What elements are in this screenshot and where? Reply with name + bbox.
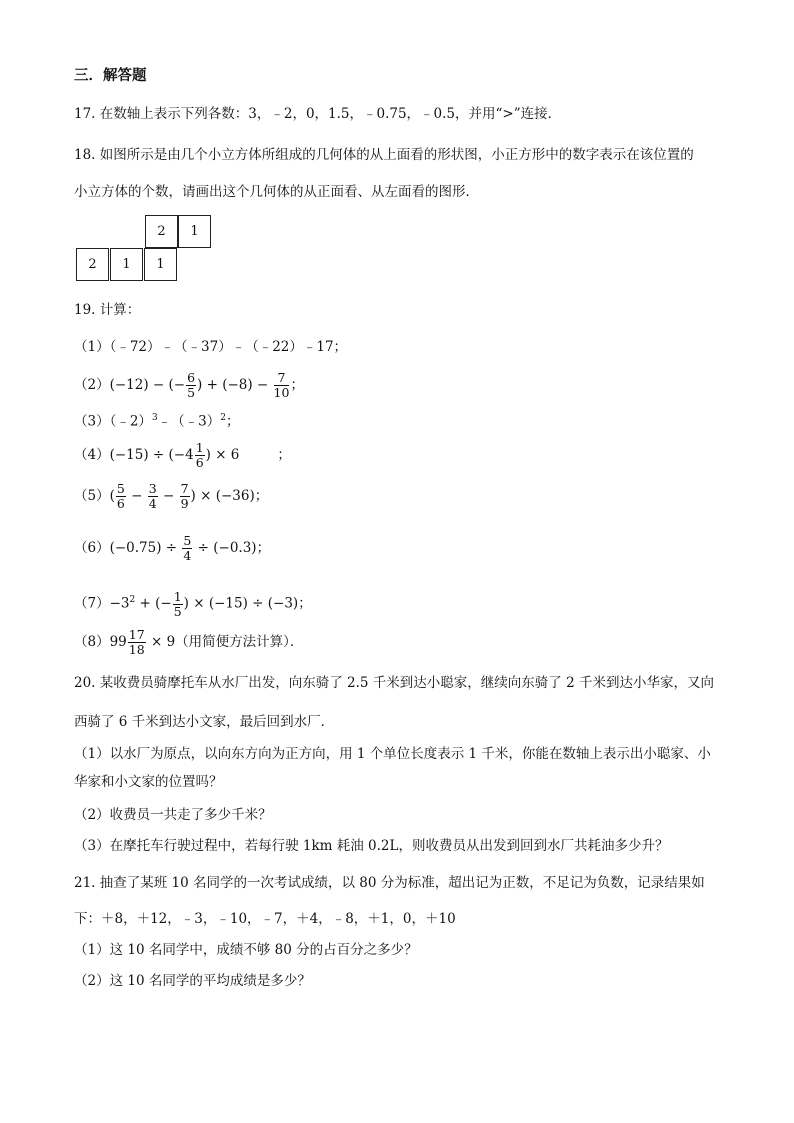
expr-text: ( [109,488,115,504]
expr-text: ÷ (−0.3) [193,540,257,556]
question-19-part3 [74,408,240,432]
question-19-part6 [74,533,270,563]
question-18-line2: 小立方体的个数，请画出这个几何体的从正面看、从左面看的图形． [74,184,479,200]
denominator: 6 [195,455,204,470]
question-19-part7 [74,585,312,619]
grid-cell: 1 [110,248,143,281]
fraction [182,534,192,563]
denominator: 10 [273,385,290,400]
part-label: （7） [74,595,110,612]
denominator: 6 [116,496,125,511]
numerator: 7 [274,371,290,386]
denominator: 18 [128,642,145,657]
part-label: （2） [74,377,110,393]
expr-text: (−12) − (− [109,377,186,393]
expr-end: ； [256,540,271,556]
question-20-line1: 20. 某收费员骑摩托车从水厂出发，向东骑了 2.5 千米到达小聪家，继续向东骑了 2 千米到达小华家，又向 [74,675,714,691]
expr-text: ) × (−15) ÷ (−3) [183,595,299,612]
numerator: 17 [128,627,145,642]
expr-text: + (− [135,595,172,612]
question-18-line1: 18. 如图所示是由几个小立方体所组成的几何体的从上面看的形状图，小正方形中的数字表示在该位置的 [74,147,694,163]
question-19-title: 19. 计算： [74,302,141,318]
numerator: 1 [195,440,204,455]
fraction [180,482,190,511]
expr-text: ) × 6 [205,447,240,463]
fraction [274,371,290,400]
question-19-part5 [74,481,268,511]
part-label: （3） [74,413,110,430]
numerator: 6 [187,370,196,385]
question-20-sub2: （2）收费员一共走了多少千米？ [74,807,272,823]
expr-text: ) + (−8) − [197,377,273,393]
expr-text: ) × (−36) [190,488,255,504]
grid-cell: 2 [145,215,178,248]
fraction [195,441,205,470]
denominator: 4 [148,496,157,511]
numerator: 7 [180,481,189,496]
expr-text: −3 [109,595,130,612]
fraction [173,590,183,619]
question-20-sub1-line2: 华家和小文家的位置吗？ [74,774,223,790]
numerator: 5 [116,481,125,496]
denominator: 4 [183,548,192,563]
part-label: （4） [74,447,110,463]
expr-note: （用简便方法计算）． [175,634,304,650]
expr-text: × 9 [146,634,176,650]
fraction [148,482,158,511]
question-20-line2: 西骑了 6 千米到达小文家，最后回到水厂． [74,714,335,730]
question-19-part8 [74,627,303,657]
question-21-sub2: （2）这 10 名同学的平均成绩是多少？ [74,973,311,989]
question-19-part1: （1）（﹣72）﹣（﹣37）﹣（﹣22）﹣17； [74,339,348,355]
expr-text: (−15) ÷ (−4 [109,447,194,463]
expr-text: ﹣（﹣3） [157,413,221,430]
numerator: 3 [148,481,157,496]
question-20-sub3: （3）在摩托车行驶过程中，若每行驶 1km 耗油 0.2L，则收费员从出发到回到水厂共耗油多少升？ [74,838,669,854]
part-label: （6） [74,540,110,556]
exponent: 2 [129,595,136,605]
part-label: （8） [74,634,110,650]
expr-end: ； [254,488,269,504]
fraction [128,628,146,657]
section-title: 三．解答题 [74,67,147,84]
question-20-sub1-line1: （1）以水厂为原点，以向东方向为正方向，用 1 个单位长度表示 1 千米，你能在数轴上表示出小聪家、小 [74,746,711,762]
denominator: 5 [187,385,196,400]
fraction [116,482,126,511]
part-label: （5） [74,488,110,504]
exponent: 3 [151,413,158,423]
expr-text: （﹣2） [109,413,152,430]
numerator: 1 [173,588,182,604]
numerator: 5 [183,533,192,548]
expr-end: ； [277,447,291,463]
exponent: 2 [220,413,226,423]
question-21-sub1: （1）这 10 名同学中，成绩不够 80 分的占百分之多少？ [74,942,418,958]
expr-text: − [126,488,147,504]
question-17: 17. 在数轴上表示下列各数：3，﹣2，0，1.5，﹣0.75，﹣0.5，并用“>”连接． [74,106,562,122]
expr-text: 99 [109,634,127,650]
question-19-part2 [74,370,304,400]
expr-end: ； [226,413,240,430]
grid-cell: 2 [76,248,109,281]
expr-end: ； [290,377,304,393]
top-view-grid [76,215,216,285]
expr-end: ； [298,595,312,612]
grid-cell: 1 [144,248,177,281]
denominator: 9 [180,496,189,511]
expr-text: − [158,488,179,504]
denominator: 5 [173,603,182,619]
grid-cell: 1 [178,215,211,248]
question-19-part4 [74,440,291,470]
expr-text: (−0.75) ÷ [109,540,182,556]
question-21-line1: 21. 抽查了某班 10 名同学的一次考试成绩，以 80 分为标准，超出记为正数，不足记为负数，记录结果如 [74,875,705,891]
fraction [186,371,196,400]
question-21-line2: 下：＋8，＋12，﹣3，﹣10，﹣7，＋4，﹣8，＋1，0，＋10 [74,911,456,927]
